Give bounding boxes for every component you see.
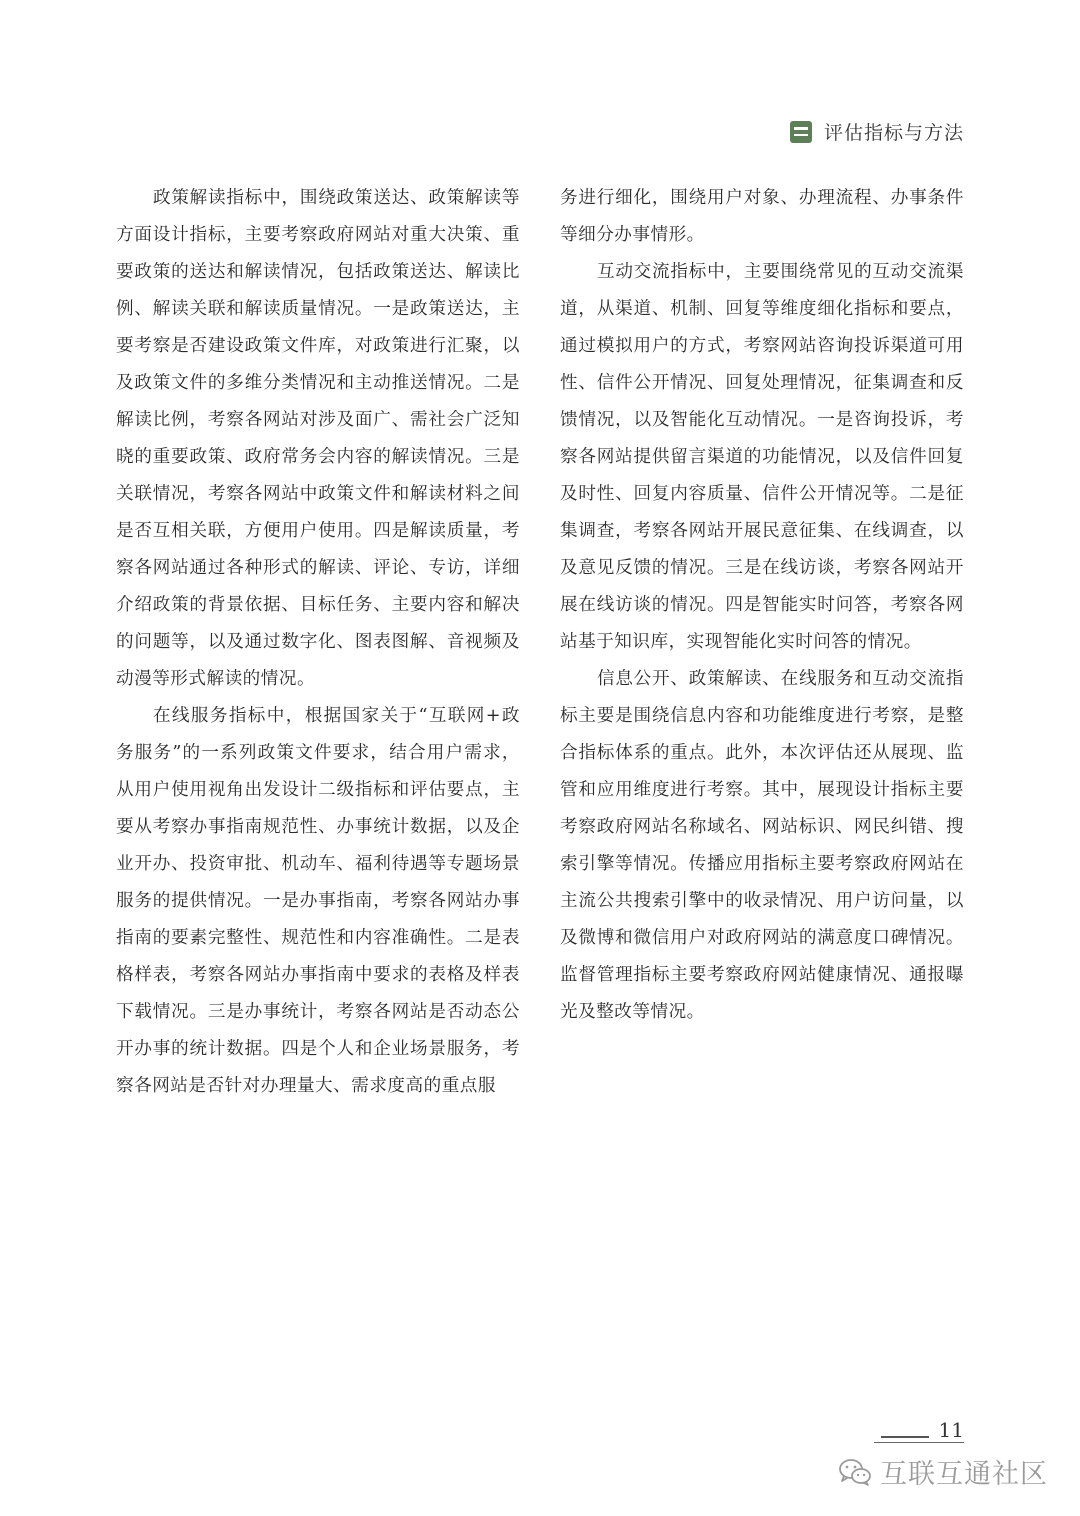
paragraph-online-service: 在线服务指标中，根据国家关于“互联网+政务服务”的一系列政策文件要求，结合用户需求，从用户使用视角出发设计二级指标和评估要点，主要从考察办事指南规范性、办事统计数据，以及企业开办、投资审批、机动车、福利待遇等专题场景服务的提供情况。一是办事指南，考察各网站办事指南的要素完整性、规范性和内容准确性。二是表格样表，考察各网站办事指南中要求的表格及样表下载情况。三是办事统计，考察各网站是否动态公开办事的统计数据。四是个人和企业场景服务，考察各网站是否针对办理量大、需求度高的重点服 — [116, 706, 520, 1096]
left-column — [116, 180, 520, 1105]
paragraph-interaction: 互动交流指标中，主要围绕常见的互动交流渠道，从渠道、机制、回复等维度细化指标和要点，通过模拟用户的方式，考察网站咨询投诉渠道可用性、信件公开情况、回复处理情况，征集调查和反馈情况，以及智能化互动情况。一是咨询投诉，考察各网站提供留言渠道的功能情况，以及信件回复及时性、回复内容质量、信件公开情况等。二是征集调查，考察各网站开展民意征集、在线调查，以及意见反馈的情况。三是在线访谈，考察各网站开展在线访谈的情况。四是智能实时问答，考察各网站基于知识库，实现智能化实时问答的情况。 — [560, 262, 964, 652]
paragraph-continuation: 务进行细化，围绕用户对象、办理流程、办事条件等细分办事情形。 — [560, 188, 964, 245]
paragraph-policy-interpretation: 政策解读指标中，围绕政策送达、政策解读等方面设计指标，主要考察政府网站对重大决策、重要政策的送达和解读情况，包括政策送达、解读比例、解读关联和解读质量情况。一是政策送达，主要考察是否建设政策文件库，对政策进行汇聚，以及政策文件的多维分类情况和主动推送情况。二是解读比例，考察各网站对涉及面广、需社会广泛知晓的重要政策、政府常务会内容的解读情况。三是关联情况，考察各网站中政策文件和解读材料之间是否互相关联，方便用户使用。四是解读质量，考察各网站通过各种形式的解读、评论、专访，详细介绍政策的背景依据、目标任务、主要内容和解决的问题等，以及通过数字化、图表图解、音视频及动漫等形式解读的情况。 — [116, 188, 520, 689]
page-number-rule — [881, 1436, 929, 1438]
watermark-text: 互联互通社区 — [880, 1459, 1048, 1490]
section-title: 评估指标与方法 — [823, 122, 964, 144]
page-number-text: 11 — [938, 1418, 964, 1442]
paragraph-summary: 信息公开、政策解读、在线服务和互动交流指标主要是围绕信息内容和功能维度进行考察，是整合指标体系的重点。此外，本次评估还从展现、监管和应用维度进行考察。其中，展现设计指标主要考察政府网站名称域名、网站标识、网民纠错、搜索引擎等情况。传播应用指标主要考察政府网站在主流公共搜索引擎中的收录情况、用户访问量，以及微博和微信用户对政府网站的满意度口碑情况。监督管理指标主要考察政府网站健康情况、通报曝光及整改等情况。 — [560, 669, 964, 1022]
wechat-icon — [838, 1457, 872, 1487]
page-number — [881, 1418, 964, 1442]
watermark — [838, 1452, 1048, 1491]
page-underline — [874, 1442, 964, 1443]
section-badge-icon — [790, 121, 812, 143]
section-header — [790, 118, 964, 145]
right-column — [560, 180, 964, 1031]
